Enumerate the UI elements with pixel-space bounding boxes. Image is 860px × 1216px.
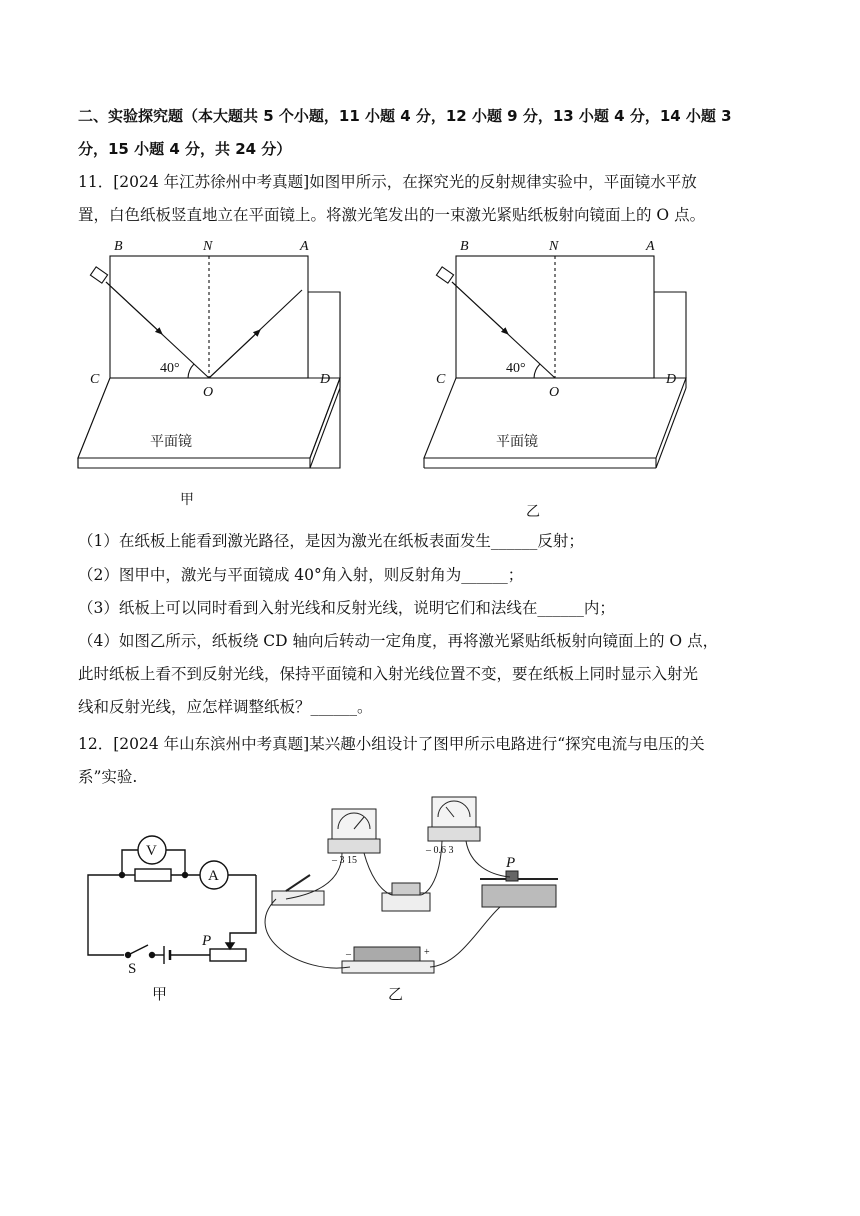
svg-text:D: D <box>320 372 331 387</box>
section-heading-line1: 二、实验探究题（本大题共 5 个小题，11 小题 4 分，12 小题 9 分，13 小题 4 分，14 小题 3 <box>78 107 732 125</box>
q11-sub4-line1: （4）如图乙所示，纸板绕 CD 轴向后转动一定角度，再将激光紧贴纸板射向镜面上的 O 点， <box>78 632 719 650</box>
q11-reflection-figures <box>70 232 710 522</box>
svg-text:D: D <box>666 372 677 387</box>
svg-text:–: – <box>346 949 351 960</box>
figure-jia <box>78 256 340 468</box>
circuit-apparatus <box>265 797 558 973</box>
svg-text:C: C <box>90 372 100 387</box>
svg-text:P: P <box>506 855 516 871</box>
svg-text:N: N <box>203 239 213 254</box>
svg-text:+: + <box>424 947 430 958</box>
circuit-schematic-labels <box>128 843 219 1003</box>
svg-text:S: S <box>128 961 137 977</box>
svg-text:A: A <box>208 868 219 884</box>
svg-text:P: P <box>202 933 212 949</box>
svg-text:乙: 乙 <box>526 505 540 520</box>
section-heading-line2: 分，15 小题 4 分，共 24 分） <box>78 140 292 158</box>
svg-text:平面镜: 平面镜 <box>496 435 538 450</box>
svg-text:C: C <box>436 372 446 387</box>
q11-sub3: （3）纸板上可以同时看到入射光线和反射光线，说明它们和法线在______内； <box>78 599 615 617</box>
svg-text:V: V <box>146 843 157 859</box>
q11-stem-line1: 11．[2024 年江苏徐州中考真题]如图甲所示，在探究光的反射规律实验中，平面镜水平放 <box>78 173 697 191</box>
q11-sub1: （1）在纸板上能看到激光路径，是因为激光在纸板表面发生______反射； <box>78 532 584 550</box>
svg-text:B: B <box>460 239 469 254</box>
svg-text:– 0.6 3: – 0.6 3 <box>426 845 454 856</box>
q12-stem-line1: 12．[2024 年山东滨州中考真题]某兴趣小组设计了图甲所示电路进行“探究电流与电压的关 <box>78 735 705 753</box>
q12-circuit-figures <box>80 795 580 1010</box>
circuit-schematic <box>88 836 256 964</box>
figure-yi <box>424 256 686 468</box>
svg-text:A: A <box>300 239 309 254</box>
svg-text:A: A <box>646 239 655 254</box>
svg-text:B: B <box>114 239 123 254</box>
svg-text:O: O <box>549 385 560 400</box>
svg-text:甲: 甲 <box>152 987 168 1003</box>
svg-text:O: O <box>203 385 214 400</box>
svg-text:40°: 40° <box>506 361 526 376</box>
q11-sub2: （2）图甲中，激光与平面镜成 40°角入射，则反射角为______； <box>78 566 524 584</box>
q12-stem-line2: 系”实验. <box>78 768 138 786</box>
svg-text:N: N <box>549 239 559 254</box>
svg-text:乙: 乙 <box>388 987 404 1003</box>
svg-text:平面镜: 平面镜 <box>150 435 192 450</box>
q11-stem-line2: 置，白色纸板竖直地立在平面镜上。将激光笔发出的一束激光紧贴纸板射向镜面上的 O 点。 <box>78 206 706 224</box>
svg-text:甲: 甲 <box>180 493 194 508</box>
svg-text:40°: 40° <box>160 361 180 376</box>
svg-text:– 3 15: – 3 15 <box>332 855 357 866</box>
circuit-apparatus-labels <box>331 845 515 1003</box>
q11-sub4-line3: 线和反射光线，应怎样调整纸板？______。 <box>78 698 373 716</box>
q11-sub4-line2: 此时纸板上看不到反射光线，保持平面镜和入射光线位置不变，要在纸板上同时显示入射光 <box>78 665 699 683</box>
